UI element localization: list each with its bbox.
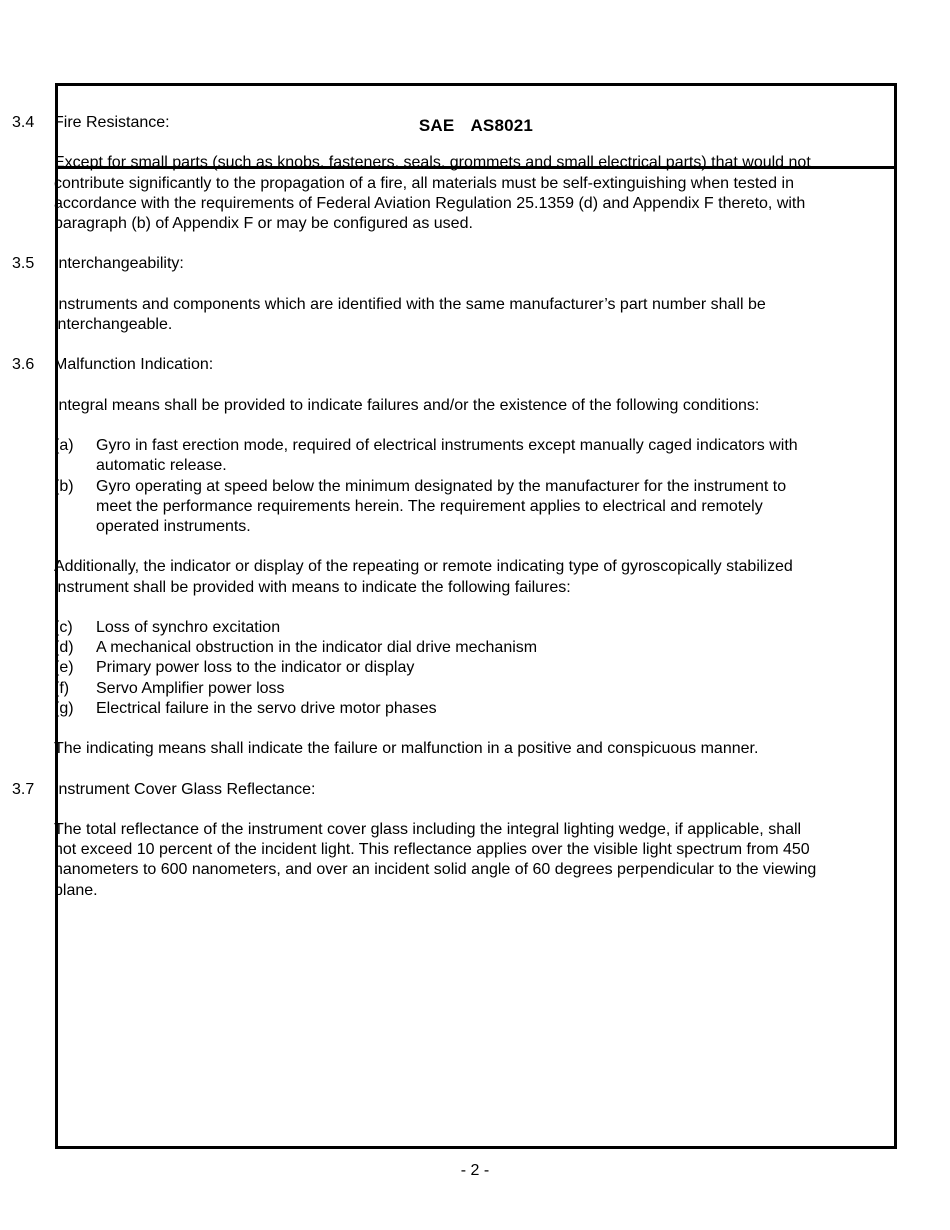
header-org: SAE (418, 116, 455, 135)
list-item-label: (d) (54, 639, 74, 657)
section-number: 3.7 (12, 780, 35, 798)
section-title: Instrument Cover Glass Reflectance: (54, 780, 316, 798)
list-item-text: Electrical failure in the servo drive motor phases (96, 699, 437, 717)
list-item (54, 436, 822, 476)
header-doc-id: AS8021 (470, 116, 534, 135)
section-number: 3.5 (12, 255, 35, 273)
list-item (54, 679, 822, 699)
section-heading-3-4 (12, 113, 822, 133)
section-paragraph: Integral means shall be provided to indicate failures and/or the existence of the following conditions: (54, 396, 760, 414)
list-item (54, 699, 822, 719)
list-item-label: (g) (54, 699, 74, 717)
list-item-text: Servo Amplifier power loss (96, 679, 285, 697)
document-body (12, 113, 822, 901)
section-heading-3-6 (12, 355, 822, 375)
list-item-text: Gyro operating at speed below the minimum designated by the manufacturer for the instrument to meet the performance requirements herein. The requirement applies to electrical and remotely operated instruments. (96, 477, 787, 535)
list-item-text: A mechanical obstruction in the indicator dial drive mechanism (96, 639, 538, 657)
list-item (54, 658, 822, 678)
section-title: Interchangeability: (54, 255, 184, 273)
list-item-label: (c) (54, 618, 73, 636)
section-heading-3-7 (12, 780, 822, 800)
list-item-text: Gyro in fast erection mode, required of electrical instruments except manually caged indicators with automatic release. (96, 437, 798, 475)
section-title: Fire Resistance: (54, 114, 170, 131)
section-paragraph: Additionally, the indicator or display of the repeating or remote indicating type of gyroscopically stabilized instrument shall be provided with means to indicate the following failures: (54, 558, 793, 596)
section-paragraph: The indicating means shall indicate the failure or malfunction in a positive and conspicuous manner. (54, 740, 759, 758)
list-item-label: (e) (54, 659, 74, 677)
list-item-label: (f) (54, 679, 70, 697)
section-title: Malfunction Indication: (54, 356, 214, 374)
section-paragraph: Instruments and components which are identified with the same manufacturer’s part number shall be interchangeable. (54, 295, 766, 333)
list-item (54, 638, 822, 658)
list-item (54, 477, 822, 538)
list-item-text: Primary power loss to the indicator or display (96, 659, 415, 677)
section-number: 3.6 (12, 356, 35, 374)
page-number: - 2 - (460, 1162, 490, 1179)
list-item-text: Loss of synchro excitation (96, 618, 281, 636)
list-item (54, 618, 822, 638)
list-item-label: (a) (54, 437, 74, 455)
list-item-label: (b) (54, 477, 74, 495)
section-paragraph: Except for small parts (such as knobs, fasteners, seals, grommets and small electrical parts) that would not contribute significantly to the propagation of a fire, all materials must be self-extinguishing when tested in accordance with the requirements of Federal Aviation Regulation 25.1359 (d) and Appendix F thereto, with paragraph (b) of Appendix F or may be configured as used. (54, 154, 811, 232)
section-paragraph: The total reflectance of the instrument cover glass including the integral lighting wedge, if applicable, shall not exceed 10 percent of the incident light. This reflectance applies over the visible light spectrum from 450 nanometers to 600 nanometers, and over an incident solid angle of 60 degrees perpendicular to the viewing plane. (54, 820, 817, 899)
section-number: 3.4 (12, 114, 35, 131)
section-heading-3-5 (12, 254, 822, 274)
